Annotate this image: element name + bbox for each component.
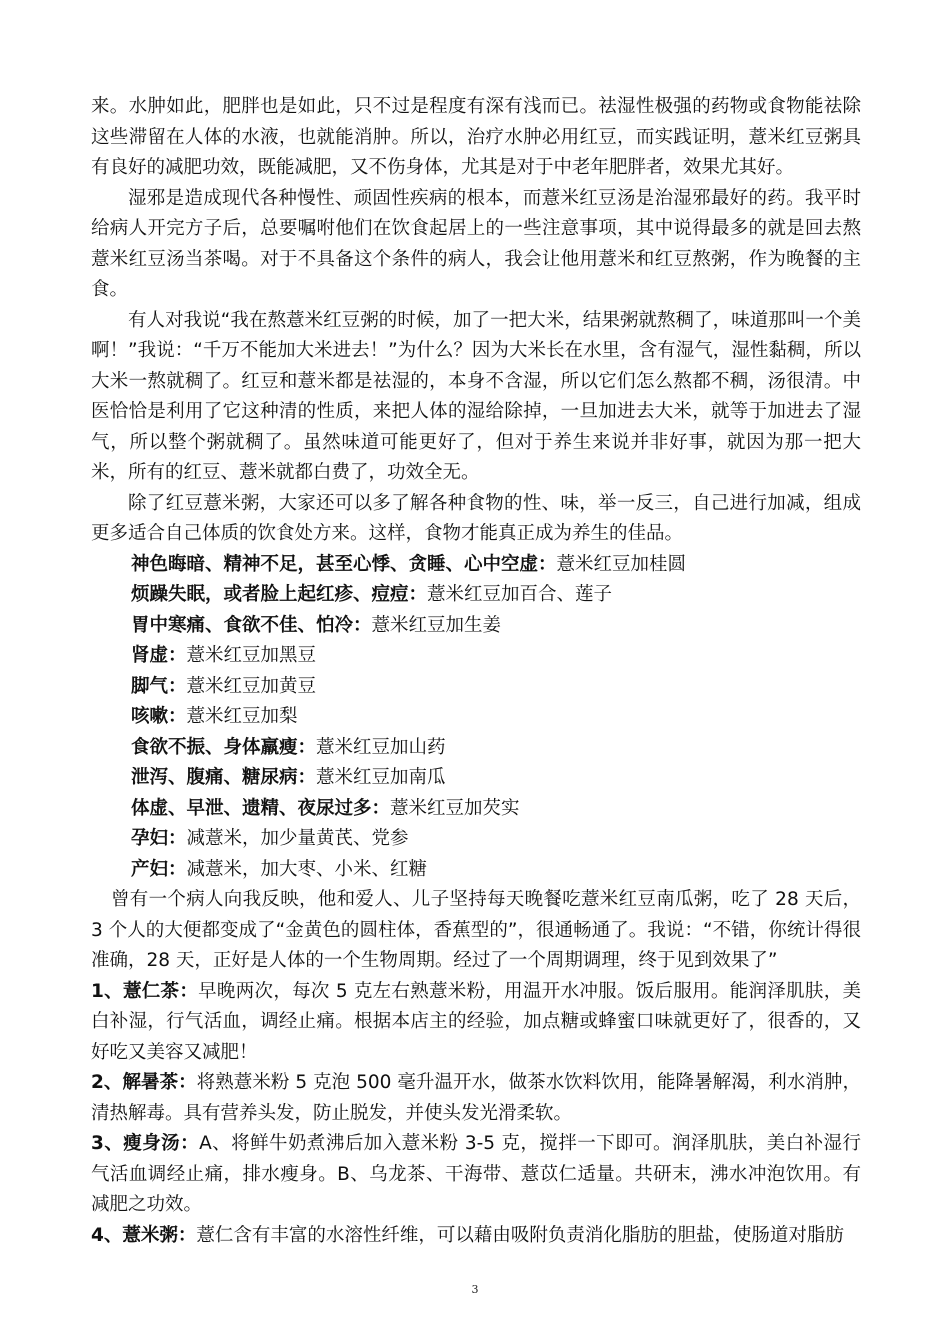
numbered-title: 1、薏仁茶： [91,980,199,1002]
remedy-symptom: 咳嗽： [131,706,187,727]
remedy-symptom: 烦躁失眠，或者脸上起红疹、痘痘： [131,584,428,605]
remedy-item [91,763,861,794]
remedy-symptom: 胃中寒痛、食欲不佳、怕冷： [131,614,372,636]
remedy-symptom: 食欲不振、身体羸瘦： [131,736,317,758]
remedy-item [91,794,861,825]
remedy-item [91,702,861,733]
remedy-item [91,855,861,886]
remedy-symptom: 泄泻、腹痛、糖尿病： [131,767,317,788]
paragraph: 有人对我说“我在熬薏米红豆粥的时候，加了一把大米，结果粥就熬稠了，味道那叫一个美啊！”我说：“千万不能加大米进去！”为什么？因为大米长在水里，含有湿气，湿性黏稠，所以大米一熬就稠了。红豆和薏米都是祛湿的，本身不含湿，所以它们怎么熬都不稠，汤很清。中医恰恰是利用了它这种清的性质，来把人体的湿给除掉，一旦加进去大米，就等于加进去了湿气，所以整个粥就稠了。虽然味道可能更好了，但对于养生来说并非好事，就因为那一把大米，所有的红豆、薏米就都白费了，功效全无。 [91,309,861,483]
remedy-recipe: 减薏米，加少量黄芪、党参 [186,828,409,849]
paragraph: 湿邪是造成现代各种慢性、顽固性疾病的根本，而薏米红豆汤是治湿邪最好的药。我平时给病人开完方子后，总要嘱咐他们在饮食起居上的一些注意事项，其中说得最多的就是回去熬薏米红豆汤当茶喝。对于不具备这个条件的病人，我会让他用薏米和红豆熬粥，作为晚餐的主食。 [91,187,861,300]
remedy-symptom: 体虚、早泄、遗精、夜尿过多： [131,797,391,819]
remedy-symptom: 肾虚： [131,645,187,666]
page-number: 3 [471,1283,479,1296]
numbered-item [91,977,861,1069]
numbered-text: 薏仁含有丰富的水溶性纤维，可以藉由吸附负责消化脂肪的胆盐，使肠道对脂肪 [196,1224,844,1246]
numbered-title: 2、解暑茶： [91,1072,197,1093]
numbered-item [91,1068,861,1129]
remedy-recipe: 减薏米，加大枣、小米、红糖 [186,858,428,880]
remedy-item [91,672,861,703]
remedy-symptom: 神色晦暗、精神不足，甚至心悸、贪睡、心中空虚： [131,553,557,575]
remedy-item [91,550,861,581]
remedy-recipe: 薏米红豆加黑豆 [186,645,317,666]
remedy-recipe: 薏米红豆加桂圆 [556,553,687,575]
remedy-recipe: 薏米红豆加生姜 [371,614,502,636]
numbered-list [91,977,861,1252]
numbered-title: 4、薏米粥： [91,1224,197,1246]
paragraph: 除了红豆薏米粥，大家还可以多了解各种食物的性、味，举一反三，自己进行加减，组成更多适合自己体质的饮食处方来。这样，食物才能真正成为养生的佳品。 [91,492,861,544]
remedy-recipe: 薏米红豆加山药 [316,736,446,758]
paragraph-continued: 来。水肿如此，肥胖也是如此，只不过是程度有深有浅而已。祛湿性极强的药物或食物能祛除这些滞留在人体的水液，也就能消肿。所以，治疗水肿必用红豆，而实践证明，薏米红豆粥具有良好的减肥功效，既能减肥，又不伤身体，尤其是对于中老年肥胖者，效果尤其好。 [91,96,861,178]
remedy-item [91,641,861,672]
numbered-item [91,1129,861,1221]
numbered-text: 早晚两次，每次 5 克左右熟薏米粉，用温开水冲服。饭后服用。能润泽肌肤，美白补湿，行气活血，调经止痛。根据本店主的经验，加点糖或蜂蜜口味就更好了，很香的，又好吃又美容又减肥！ [91,980,861,1063]
anecdote-paragraph: 曾有一个病人向我反映，他和爱人、儿子坚持每天晚餐吃薏米红豆南瓜粥，吃了 28 天后，3 个人的大便都变成了“金黄色的圆柱体，香蕉型的”，很通畅通了。我说：“不错，你统计得很准确，28 天，正好是人体的一个生物周期。经过了一个周期调理，终于见到效果了” [91,889,861,971]
remedy-list [91,550,861,886]
remedy-recipe: 薏米红豆加黄豆 [186,675,317,697]
page-body [91,92,861,1251]
remedy-recipe: 薏米红豆加百合、莲子 [427,584,613,605]
numbered-title: 3、瘦身汤： [91,1133,200,1154]
remedy-symptom: 产妇： [131,858,187,880]
remedy-symptom: 脚气： [131,675,187,697]
remedy-item [91,733,861,764]
remedy-recipe: 薏米红豆加南瓜 [316,767,446,788]
numbered-item [91,1221,861,1252]
numbered-text: 将熟薏米粉 5 克泡 500 毫升温开水，做茶水饮料饮用，能降暑解渴，利水消肿，清热解毒。具有营养头发，防止脱发，并使头发光滑柔软。 [91,1072,861,1124]
remedy-recipe: 薏米红豆加芡实 [390,797,520,819]
remedy-symptom: 孕妇： [131,828,187,849]
remedy-recipe: 薏米红豆加梨 [186,706,298,727]
remedy-item [91,611,861,642]
remedy-item [91,824,861,855]
remedy-item [91,580,861,611]
numbered-text: A、将鲜牛奶煮沸后加入薏米粉 3-5 克，搅拌一下即可。润泽肌肤，美白补湿行气活血调经止痛，排水瘦身。B、乌龙茶、干海带、薏苡仁适量。共研末，沸水冲泡饮用。有减肥之功效。 [91,1133,862,1215]
